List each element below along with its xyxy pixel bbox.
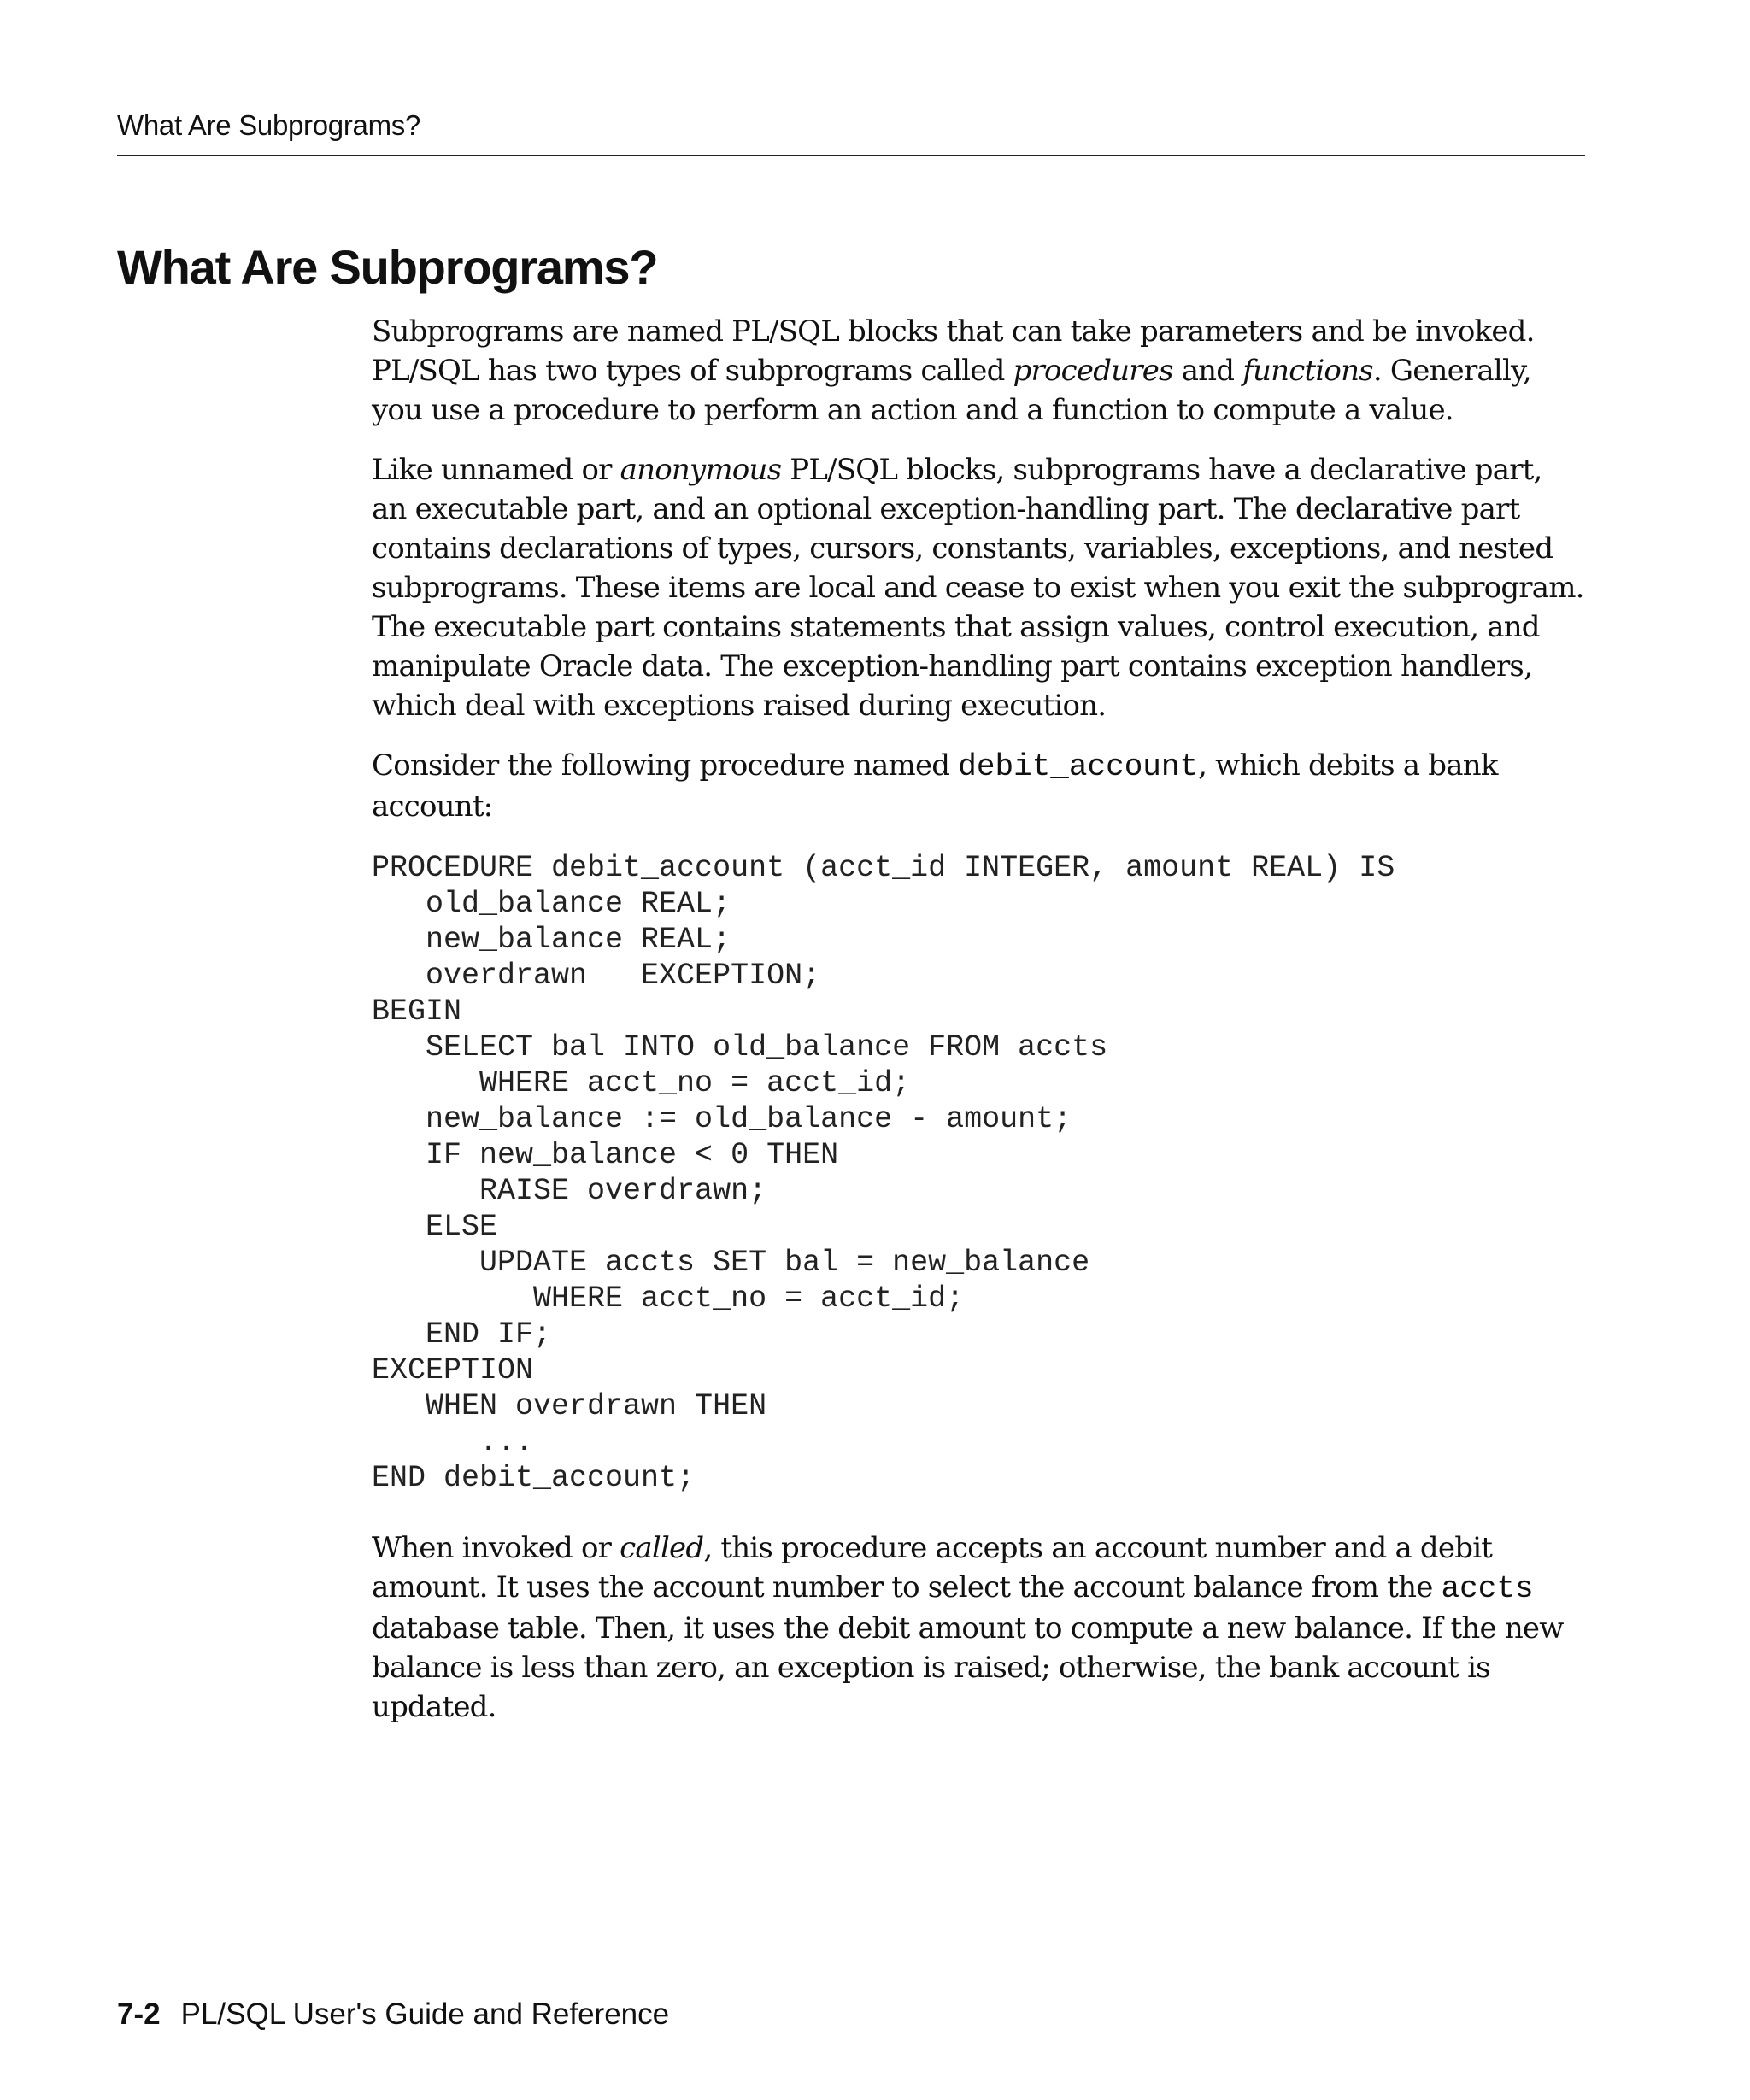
running-header: What Are Subprograms? [117,109,421,141]
code-line: WHEN overdrawn THEN [372,1389,767,1423]
code-line: overdrawn EXCEPTION; [372,959,821,993]
emphasis-procedures: procedures [1013,354,1173,388]
paragraph-explanation [372,1528,1585,1727]
page-number: 7-2 [117,1997,161,2031]
code-line: ELSE [372,1210,498,1244]
code-line: PROCEDURE debit_account (acct_id INTEGER, amount REAL) IS [372,851,1395,885]
code-line: old_balance REAL; [372,887,731,921]
code-line: WHERE acct_no = acct_id; [372,1282,965,1316]
code-line: ... [372,1425,534,1459]
text-run: Like unnamed or [372,453,620,487]
paragraph-structure [372,450,1585,725]
emphasis-functions: functions [1242,354,1373,388]
section-title: What Are Subprograms? [117,240,658,294]
body-text [372,312,1585,1747]
code-line: BEGIN [372,994,462,1029]
text-run: and [1172,354,1243,388]
paragraph-example-intro [372,746,1585,826]
inline-code-accts: accts [1441,1571,1534,1606]
code-line: END debit_account; [372,1461,696,1495]
code-line: END IF; [372,1317,552,1352]
code-line: IF new_balance < 0 THEN [372,1138,839,1172]
emphasis-called: called [620,1531,704,1565]
text-run: database table. Then, it uses the debit amount to compute a new balance. If the new balance is less than zero, an exception is raised; otherwise, the bank account is updated. [372,1611,1564,1724]
text-run: When invoked or [372,1531,620,1565]
text-run: , which debits a bank account: [372,748,1498,824]
code-block [372,850,1585,1496]
code-line: new_balance REAL; [372,923,731,957]
text-run: PL/SQL blocks, subprograms have a declarative part, an executable part, and an optional exception-handling part. The declarative part contains declarations of types, cursors, constants, variables, exceptions, and nested subprograms. These items are local and cease to exist when you exit the subprogram. The executable part contains statements that assign values, control execution, and manipulate Oracle data. The exception-handling part contains exception handlers, which deal with exceptions raised during execution. [372,453,1584,723]
text-run: Consider the following procedure named [372,748,959,783]
book-title: PL/SQL User's Guide and Reference [180,1997,670,2031]
text-run: . Generally, you use a procedure to perform an action and a function to compute a value. [372,354,1531,427]
header-rule [117,155,1585,156]
code-line: RAISE overdrawn; [372,1174,767,1208]
text-run: , this procedure accepts an account number and a debit amount. It uses the account number to select the account balance from the [372,1531,1493,1604]
page-footer [117,1997,669,2032]
code-line: new_balance := old_balance - amount; [372,1102,1072,1136]
code-line: WHERE acct_no = acct_id; [372,1066,911,1100]
emphasis-anonymous: anonymous [620,453,782,487]
code-line: EXCEPTION [372,1353,534,1387]
text-run: Subprograms are named PL/SQL blocks that can take parameters and be invoked. PL/SQL has two types of subprograms called [372,314,1535,388]
inline-code-debit-account: debit_account [958,749,1199,784]
code-line: SELECT bal INTO old_balance FROM accts [372,1030,1108,1065]
code-line: UPDATE accts SET bal = new_balance [372,1246,1090,1280]
paragraph-intro [372,312,1585,430]
